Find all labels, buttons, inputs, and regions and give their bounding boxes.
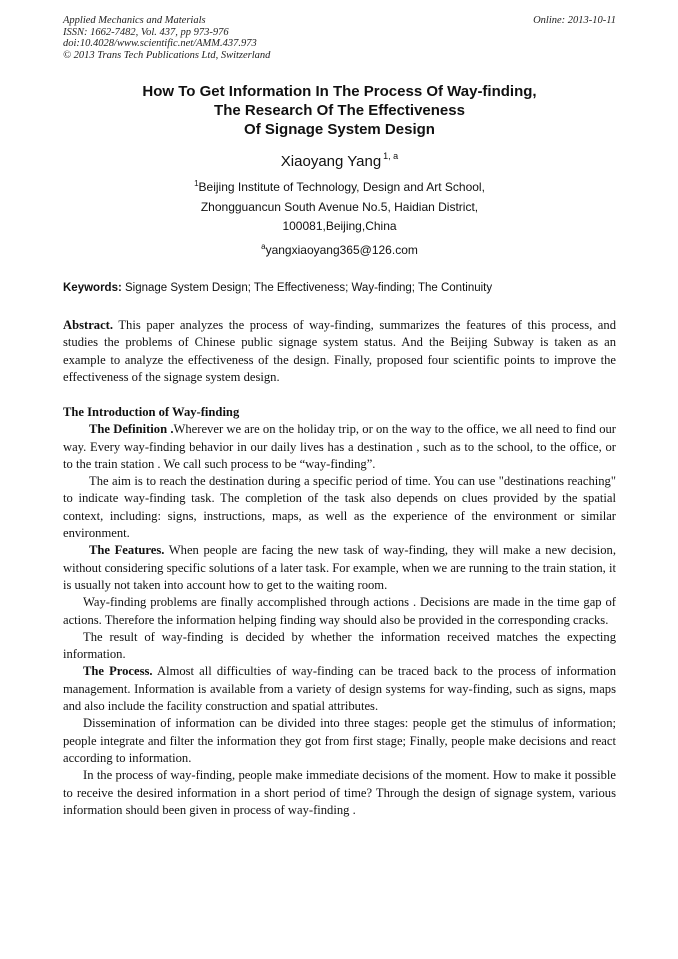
paragraph-decisions: In the process of way-finding, people make immediate decisions of the moment. How to make it possible to receive the desired information in a short period of time? Through the design of signage system, various information should been given in process of way-finding . (63, 768, 616, 817)
title-line-2: The Research Of The Effectiveness (214, 102, 465, 119)
issn-line: ISSN: 1662-7482, Vol. 437, pp 973-976 (63, 26, 229, 38)
definition-lead: The Definition . (89, 422, 174, 437)
process-text: Almost all difficulties of way-finding can be traced back to the process of information management. Information is available from a variety of design systems for way-finding, such as signs, maps and also include the facility construction and spatial attributes. (63, 664, 617, 714)
doi-line: doi:10.4028/www.scientific.net/AMM.437.973 (63, 38, 257, 50)
affiliation-sup-1: 1 (194, 179, 199, 188)
paragraph-process (63, 663, 616, 715)
copyright-line: © 2013 Trans Tech Publications Ltd, Switzerland (63, 49, 271, 61)
keywords-text: Signage System Design; The Effectiveness; Way-finding; The Continuity (121, 282, 493, 294)
paper-title (63, 82, 616, 139)
author (63, 146, 616, 172)
paragraph-aim: The aim is to reach the destination during a specific period of time. You can use "destinations reaching" to indicate way-finding task. The completion of the task also depends on clues provided by the spatial context, including: signs, instructions, maps, as well as the experience of the environment or similar environment. (63, 474, 616, 541)
email-sup: a (261, 241, 266, 251)
email: yangxiaoyang365@126.com (265, 242, 418, 257)
author-sup: 1, a (383, 151, 399, 161)
process-lead: The Process. (83, 664, 153, 679)
online-date: Online: 2013-10-11 (533, 15, 616, 26)
journal-header (63, 15, 616, 61)
keywords (63, 280, 616, 296)
journal-name: Applied Mechanics and Materials (63, 15, 206, 26)
abstract (63, 317, 616, 386)
section-introduction (63, 404, 616, 819)
paragraph-result: The result of way-finding is decided by whether the information received matches the expecting information. (63, 629, 616, 662)
title-line-1: How To Get Information In The Process Of Way-finding, (142, 83, 537, 100)
definition-text: Wherever we are on the holiday trip, or on the way to the office, we all need to find our way. Every way-finding behavior in our daily lives has a destination , such as to the school, to the office, or to the train station . We call such process to be “way-finding”. (63, 422, 616, 471)
affiliation (63, 174, 616, 260)
title-line-3: Of Signage System Design (244, 121, 435, 138)
paragraph-features (63, 542, 616, 594)
affiliation-line-3: 100081,Beijing,China (282, 219, 397, 233)
abstract-label: Abstract. (63, 318, 114, 332)
author-name: Xiaoyang Yang (280, 153, 382, 170)
affiliation-line-1 (63, 174, 616, 198)
features-text: When people are facing the new task of way-finding, they will make a new decision, without considering specific solutions of a later task. For example, when we are running to the train station, it is usually not taken into account how to get to the waiting room. (63, 543, 616, 592)
features-lead: The Features. (89, 543, 165, 558)
affiliation-line-2: Zhongguancun South Avenue No.5, Haidian District, (200, 199, 479, 214)
affiliation-text-1: Beijing Institute of Technology, Design and Art School, (198, 180, 485, 194)
paragraph-actions: Way-finding problems are finally accomplished through actions . Decisions are made in the time gap of actions. Therefore the information helping finding way should also be provided in the corresponding cracks. (63, 595, 616, 627)
abstract-text: This paper analyzes the process of way-finding, summarizes the features of this process, and studies the problems of Chinese public signage system status. And the Beijing Subway is taken as an example to analyze the effectiveness of the design. Finally, proposed four scientific points to improve the effectiveness of the signage system design. (63, 318, 616, 384)
paragraph-definition (63, 421, 616, 473)
section-heading: The Introduction of Way-finding (63, 405, 240, 419)
email-line (63, 237, 616, 261)
keywords-label: Keywords: (63, 282, 122, 294)
paragraph-dissemination: Dissemination of information can be divided into three stages: people get the stimulus of information; people integrate and filter the information they got from first stage; Finally, people make decisions and react according to information. (63, 716, 616, 765)
